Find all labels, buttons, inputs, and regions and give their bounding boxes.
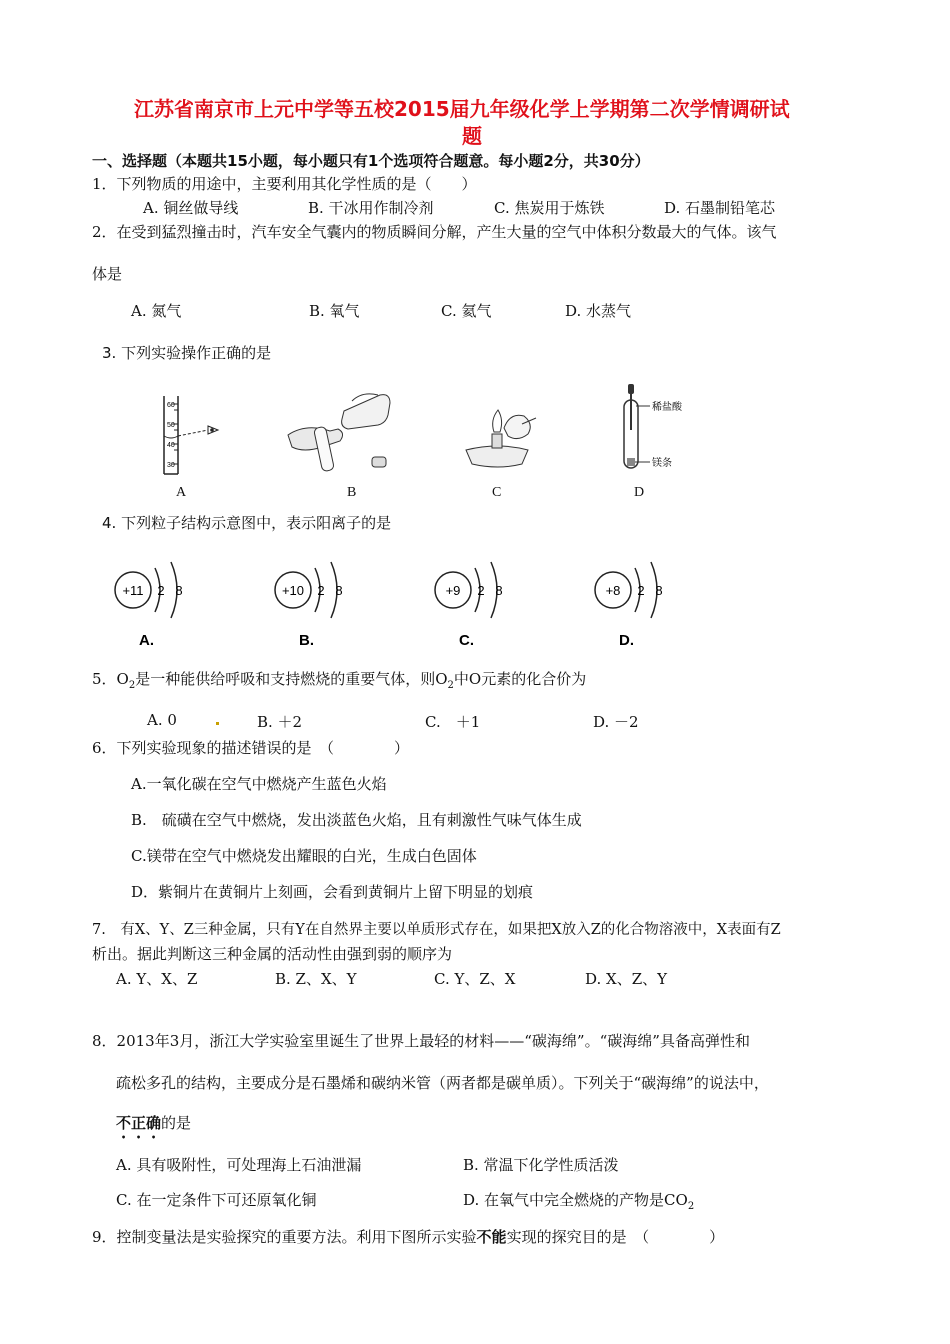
document-title-line2: 题 xyxy=(462,124,482,148)
question-1-option-c: C. 焦炭用于炼铁 xyxy=(494,199,605,217)
question-5-stem: 5．$O_2$是一种能供给呼吸和支持燃烧的重要气体，则$O_2$中O元素的化合价为 xyxy=(92,670,587,691)
hydrochloric-acid-label: 稀盐酸 xyxy=(652,402,682,413)
question-1-option-a: A. 铜丝做导线 xyxy=(143,199,239,217)
shell-2-electrons: 8 xyxy=(495,583,503,598)
question-6-stem: 6．下列实验现象的描述错误的是 （ ） xyxy=(92,739,410,757)
question-8-stem-line3: 不正确的是 xyxy=(116,1114,192,1132)
question-3-stem: 3. 下列实验操作正确的是 xyxy=(102,344,272,362)
question-2-option-b: B. 氧气 xyxy=(309,302,360,320)
question-2-stem-line1: 2．在受到猛烈撞击时，汽车安全气囊内的物质瞬间分解，产生大量的空气中体积分数最大的气体。该气 xyxy=(92,223,777,241)
question-5-option-a: A. 0 xyxy=(147,711,177,729)
nucleus-charge: +8 xyxy=(605,583,621,598)
question-3-label-b: B xyxy=(347,485,357,500)
question-8-option-c: C. 在一定条件下可还原氧化铜 xyxy=(116,1191,317,1209)
question-2-option-c: C. 氦气 xyxy=(441,302,492,320)
question-5-option-b: B. ＋2 xyxy=(257,713,303,731)
question-5-option-c: C. ＋1 xyxy=(425,713,481,731)
question-7-stem-line2: 析出。据此判断这三种金属的活动性由强到弱的顺序为 xyxy=(92,945,453,963)
cylinder-tick-50: 50 xyxy=(167,422,175,429)
cylinder-tick-30: 30 xyxy=(167,462,175,469)
question-6-option-b: B. 硫磺在空气中燃烧，发出淡蓝色火焰，且有刺激性气味气体生成 xyxy=(131,811,582,829)
question-8-option-b: B. 常温下化学性质活泼 xyxy=(463,1156,619,1174)
nucleus-charge: +11 xyxy=(122,583,144,598)
question-3-label-d: D xyxy=(634,485,645,500)
emphasis-not-correct: 不正确 xyxy=(116,1114,162,1132)
atom-diagram-d xyxy=(585,548,685,653)
shell-1-electrons: 2 xyxy=(477,583,485,598)
section-heading: 一、选择题（本题共15小题，每小题只有1个选项符合题意。每小题2分，共30分） xyxy=(92,152,650,170)
question-7-option-d: D. X、Z、Y xyxy=(585,970,668,988)
option-label: B. xyxy=(299,632,314,649)
question-1-option-d: D. 石墨制铅笔芯 xyxy=(664,199,776,217)
question-7-option-a: A. Y、X、Z xyxy=(116,970,198,988)
shell-1-electrons: 2 xyxy=(317,583,325,598)
graduated-cylinder-figure xyxy=(150,390,230,480)
question-5-option-d: D. －2 xyxy=(593,713,639,731)
pouring-liquid-figure xyxy=(282,385,402,480)
shell-1-electrons: 2 xyxy=(637,583,645,598)
nucleus-charge: +10 xyxy=(281,583,305,598)
document-title-line1: 江苏省南京市上元中学等五校2015届九年级化学上学期第二次学情调研试 xyxy=(134,97,790,121)
shell-2-electrons: 8 xyxy=(175,583,183,598)
option-label: C. xyxy=(459,632,474,649)
option-label: D. xyxy=(619,632,634,649)
question-2-option-d: D. 水蒸气 xyxy=(565,302,632,320)
question-9-stem: 9．控制变量法是实验探究的重要方法。利用下图所示实验不能实现的探究目的是 （ ） xyxy=(92,1228,725,1246)
question-8-option-a: A. 具有吸附性，可处理海上石油泄漏 xyxy=(116,1156,362,1174)
option-label: A. xyxy=(139,632,154,649)
question-2-stem-line2: 体是 xyxy=(92,265,123,283)
nucleus-charge: +9 xyxy=(445,583,461,598)
question-7-option-b: B. Z、X、Y xyxy=(275,970,357,988)
question-6-option-d: D．紫铜片在黄铜片上刻画，会看到黄铜片上留下明显的划痕 xyxy=(131,883,534,901)
atom-diagram-b xyxy=(265,548,365,653)
question-3-label-c: C xyxy=(492,485,502,500)
shell-2-electrons: 8 xyxy=(335,583,343,598)
cylinder-tick-60: 60 xyxy=(167,402,175,409)
question-2-option-a: A. 氮气 xyxy=(131,302,182,320)
question-4-stem: 4. 下列粒子结构示意图中，表示阳离子的是 xyxy=(102,514,392,532)
atom-diagram-a xyxy=(105,548,205,653)
question-7-stem-line1: 7. 有X、Y、Z三种金属，只有Y在自然界主要以单质形式存在，如果把X放入Z的化合物溶液中，X表面有Z xyxy=(92,922,781,938)
question-7-option-c: C. Y、Z、X xyxy=(434,970,516,988)
shell-2-electrons: 8 xyxy=(655,583,663,598)
alcohol-lamp-figure xyxy=(458,398,538,478)
magnesium-ribbon-label: 镁条 xyxy=(652,458,672,469)
test-tube-figure xyxy=(600,380,710,475)
stray-dot xyxy=(216,722,219,725)
question-8-stem-line1: 8．2013年3月，浙江大学实验室里诞生了世界上最轻的材料——“碳海绵”。“碳海绵”具备高弹性和 xyxy=(92,1032,750,1050)
question-1-option-b: B. 干冰用作制冷剂 xyxy=(308,199,434,217)
shell-1-electrons: 2 xyxy=(157,583,165,598)
question-6-option-c: C.镁带在空气中燃烧发出耀眼的白光，生成白色固体 xyxy=(131,847,477,865)
atom-diagram-c xyxy=(425,548,525,653)
cylinder-tick-40: 40 xyxy=(167,442,175,449)
emphasis-cannot: 不能 xyxy=(476,1228,507,1246)
question-8-option-d: D. 在氧气中完全燃烧的产物是$CO_2$ xyxy=(463,1191,695,1212)
question-1-stem: 1．下列物质的用途中，主要利用其化学性质的是（ ） xyxy=(92,175,477,193)
question-3-label-a: A xyxy=(176,485,187,500)
question-6-option-a: A.一氧化碳在空气中燃烧产生蓝色火焰 xyxy=(131,775,387,793)
question-8-stem-line2: 疏松多孔的结构，主要成分是石墨烯和碳纳米管（两者都是碳单质）。下列关于“碳海绵”的说法中， xyxy=(116,1074,769,1092)
